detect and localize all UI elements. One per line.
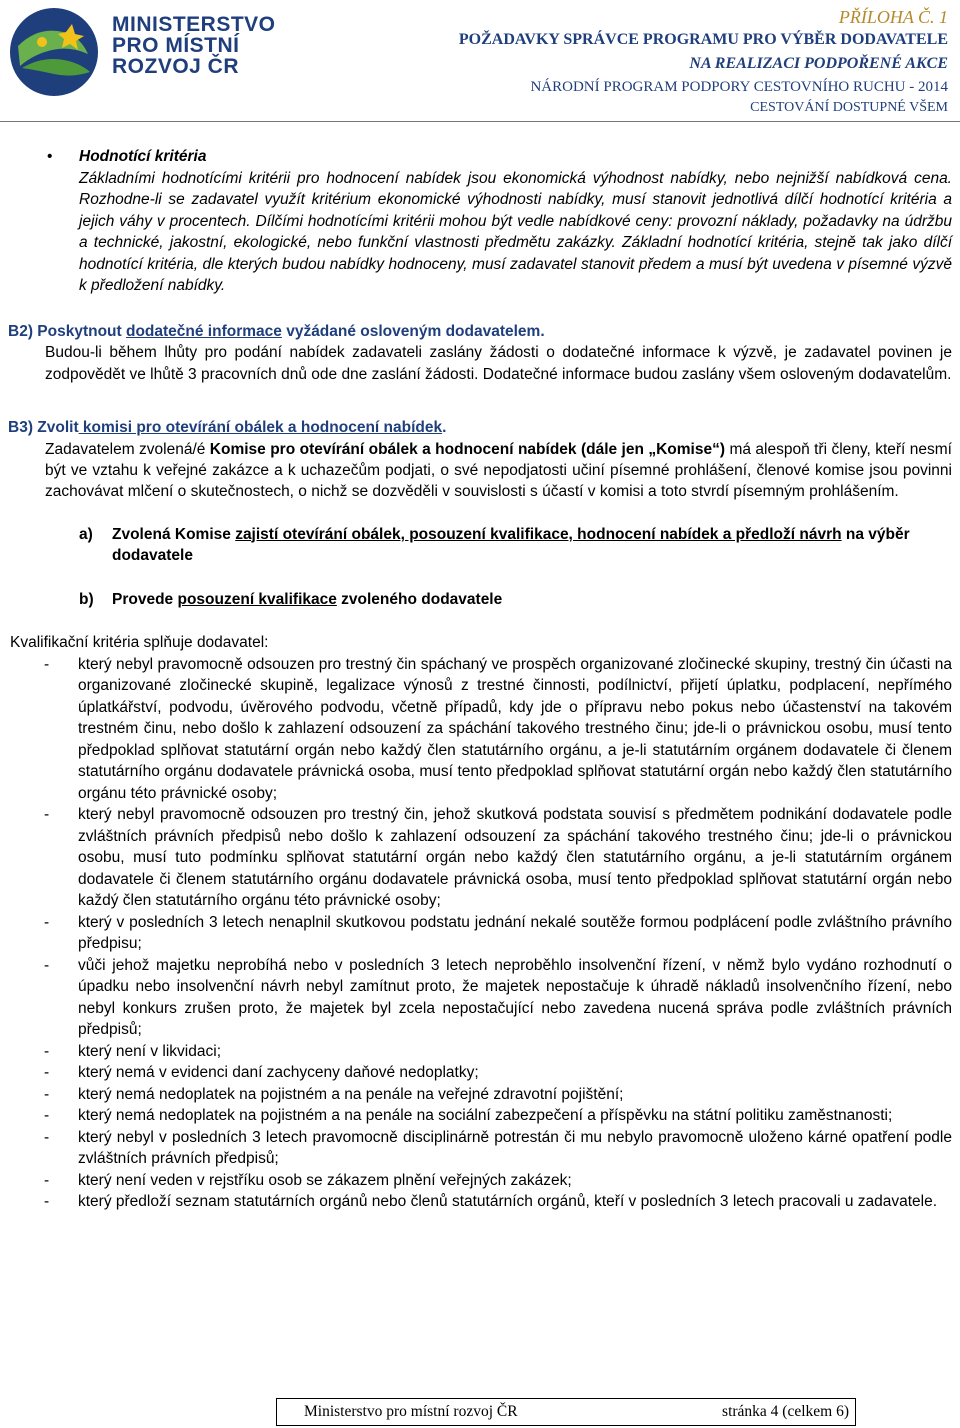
page-content [0,146,960,1213]
dash-icon: - [44,1171,50,1189]
step-a-underlined: zajistí otevírání obálek, posouzení kvalifikace, hodnocení nabídek a předloží návrh [235,525,842,543]
b2-paragraph: Budou-li během lhůty pro podání nabídek zadavateli zaslány žádosti o dodatečné informace k výzvě, je zadavatel povinen je zodpovědět ve lhůtě 3 pracovních dnů ode dne zaslání žádosti. Dodatečné informace budou zaslány všem osloveným dodavatelům. [45,344,952,383]
header-line-2: NA REALIZACI PODPOŘENÉ AKCE [689,55,948,72]
header-line-3: NÁRODNÍ PROGRAM PODPORY CESTOVNÍHO RUCHU - 2014 [530,79,948,95]
page-footer [276,1398,856,1426]
b3-underlined: komisi pro otevírání obálek a hodnocení nabídek [78,419,443,436]
ministry-line: MINISTERSTVO [112,13,276,36]
footer-ministry: Ministerstvo pro místní rozvoj ČR [304,1403,518,1420]
step-b-text-1: Provede [112,590,178,608]
b3-prefix: B3) Zvolit [8,419,79,436]
step-a-label: a) [79,525,93,543]
list-item [44,1062,952,1084]
list-item [44,1105,952,1127]
list-item-text: který není v likvidaci; [78,1042,221,1060]
b3-text-1: Zadavatelem zvolená/é [45,440,210,458]
b2-suffix: vyžádané osloveným dodavatelem. [281,322,545,340]
criteria-section [47,146,952,297]
header-line-4: CESTOVÁNÍ DOSTUPNÉ VŠEM [750,100,948,115]
step-b-underlined: posouzení kvalifikace [177,590,337,608]
list-item-text: který nemá nedoplatek na pojistném a na penále na veřejné zdravotní pojištění; [78,1085,624,1103]
dash-icon: - [44,655,50,673]
list-item-text: který předloží seznam statutárních orgánů nebo členů statutárních orgánů, kteří v posledních 3 letech pracovali u zadavatele. [78,1193,938,1210]
b2-prefix: B2) Poskytnout [8,322,126,340]
list-item [44,654,952,805]
b3-text-bold: Komise pro otevírání obálek a hodnocení nabídek (dále jen „Komise“) [209,440,726,458]
ministry-line: ROZVOJ ČR [112,55,240,78]
ministry-logo-icon [8,6,100,98]
dash-icon: - [44,1107,50,1124]
list-item-text: který nemá nedoplatek na pojistném a na penále na sociální zabezpečení a příspěvku na státní politiku zaměstnanosti; [78,1107,893,1124]
dash-icon: - [44,806,50,823]
list-item-text: který nebyl pravomocně odsouzen pro trestný čin, jehož skutková podstata souvisí s předmětem podnikání dodavatele podle zvláštních právních předpisů nebo došlo k zahlazení odsouzení za spáchání takového trestného činu; jde-li o právnickou osobu, musí tuto podmínku splňovat statutární orgán nebo každý člen statutárního orgánu, a je-li statutárním orgánem dodavatele či členem statutárního orgánu dodavatele právnická osoba, musí tento předpoklad splňovat statutární orgán nebo každý člen statutárního orgánu této právnické osoby; [78,806,952,909]
ministry-name [112,14,276,77]
ministry-line: PRO MÍSTNÍ [112,34,240,57]
dash-icon: - [44,913,50,931]
list-item [44,912,952,955]
list-item [44,1170,952,1192]
list-item [44,1084,952,1106]
list-item [44,1127,952,1170]
dash-icon: - [44,1064,50,1081]
list-item-text: vůči jehož majetku neprobíhá nebo v posledních 3 letech neproběhlo insolvenční řízení, v němž bylo vydáno rozhodnutí o úpadku nebo insolvenční návrh nebyl zamítnut proto, že majetek nepostačuje k úhradě nákladů insolvenčního řízení, nebo nebyl konkurs zrušen proto, že majetek byl zcela nepostačující nebo zavedena nucená správa podle zvláštních právních předpisů; [78,956,952,1038]
criteria-text: Základními hodnotícími kritérii pro hodnocení nabídek jsou ekonomická výhodnost nabídky, nebo nejnižší nabídková cena. Rozhodne-li se zadavatel využít kritérium ekonomické výhodnosti nabídky, musí stanovit jednotlivá dílčí hodnotící kritéria a jejich váhy v procentech. Dílčími hodnotícími kritérii mohou být vedle nabídkové ceny: provozní náklady, požadavky na údržbu a technické, jakostní, ekologické, nebo funkční vlastnosti předmětu zakázky. Základní hodnotící kritéria, stejně tak jako dílčí hodnotící kritéria, dle kterých budou nabídky hodnoceny, musí zadavatel stanovit předem a musí být uvedena v písemné výzvě k předložení nabídky. [79,169,952,294]
step-a [79,524,952,567]
dash-icon: - [44,1128,50,1146]
criteria-title: Hodnotící kritéria [79,148,207,165]
step-a-text-2: na výběr dodavatele [112,525,910,564]
list-item-text: který nebyl pravomocně odsouzen pro trestný čin spáchaný ve prospěch organizované zločinecké skupiny, trestný čin účasti na organizované zločinecké skupině, legalizace výnosů z trestné činnosti, podílnictví, přijetí úplatku, podplacení, nepřímého úplatkářství, podvodu, úvěrového podvodu, včetně případů, kdy jde o přípravu nebo pokus nebo účastenství na takovém trestném činu, nebo došlo k zahlazení odsouzení za spáchání takového trestného činu; jde-li o právnickou osobu, musí tento předpoklad splňovat statutární orgán nebo každý člen statutárního orgánu, a je-li statutárním orgánem dodavatele či členem statutárního orgánu dodavatele právnická osoba, musí tento předpoklad splňovat statutární orgán nebo každý člen statutárního orgánu této právnické osoby; [78,655,952,802]
list-item-text: který nebyl v posledních 3 letech pravomocně disciplinárně potrestán či mu nebylo pravomocně uloženo kárné opatření podle zvláštních právních předpisů; [78,1128,952,1167]
header-divider [0,121,960,122]
b3-text-2: má alespoň tři členy, kteří nesmí být ve vztahu k veřejné zakázce a k uchazečům podjati, o své nepodjatosti učiní písemné prohlášení, členové komise jsou povinni zachovávat mlčení o skutečnostech, o nichž se dozvěděli v souvislosti s účastí v komisi a toto stvrdí písemným prohlášením. [45,440,952,500]
list-item-text: který nemá v evidenci daní zachyceny daňové nedoplatky; [78,1064,479,1081]
list-item [44,804,952,912]
footer-page-number: stránka 4 (celkem 6) [722,1403,849,1420]
list-item [44,955,952,1041]
qualification-heading: Kvalifikační kritéria splňuje dodavatel: [10,634,269,651]
step-b [79,589,952,611]
section-b2-heading [8,321,960,343]
step-a-text-1: Zvolená Komise [112,525,236,543]
b3-paragraph [45,439,952,502]
step-b-text-2: zvoleného dodavatele [336,590,503,608]
annex-label: PŘÍLOHA Č. 1 [838,7,948,27]
qualification-list [0,654,960,1213]
page-header [0,0,960,122]
section-b3-heading [8,417,960,439]
b3-suffix: . [442,419,447,436]
bullet-icon: • [47,148,53,165]
list-item [44,1041,952,1063]
dash-icon: - [44,956,50,974]
header-line-1: POŽADAVKY SPRÁVCE PROGRAMU PRO VÝBĚR DODAVATELE [458,31,948,48]
dash-icon: - [44,1042,50,1060]
list-item [44,1191,952,1213]
dash-icon: - [44,1193,50,1210]
step-b-label: b) [79,590,94,608]
list-item-text: který není veden v rejstříku osob se zákazem plnění veřejných zakázek; [78,1171,572,1189]
list-item-text: který v posledních 3 letech nenaplnil skutkovou podstatu jednání nekalé soutěže formou podplácení podle zvláštního právního předpisu; [78,913,952,952]
header-title-block [459,6,948,118]
b2-underlined: dodatečné informace [125,322,282,340]
dash-icon: - [44,1085,50,1103]
